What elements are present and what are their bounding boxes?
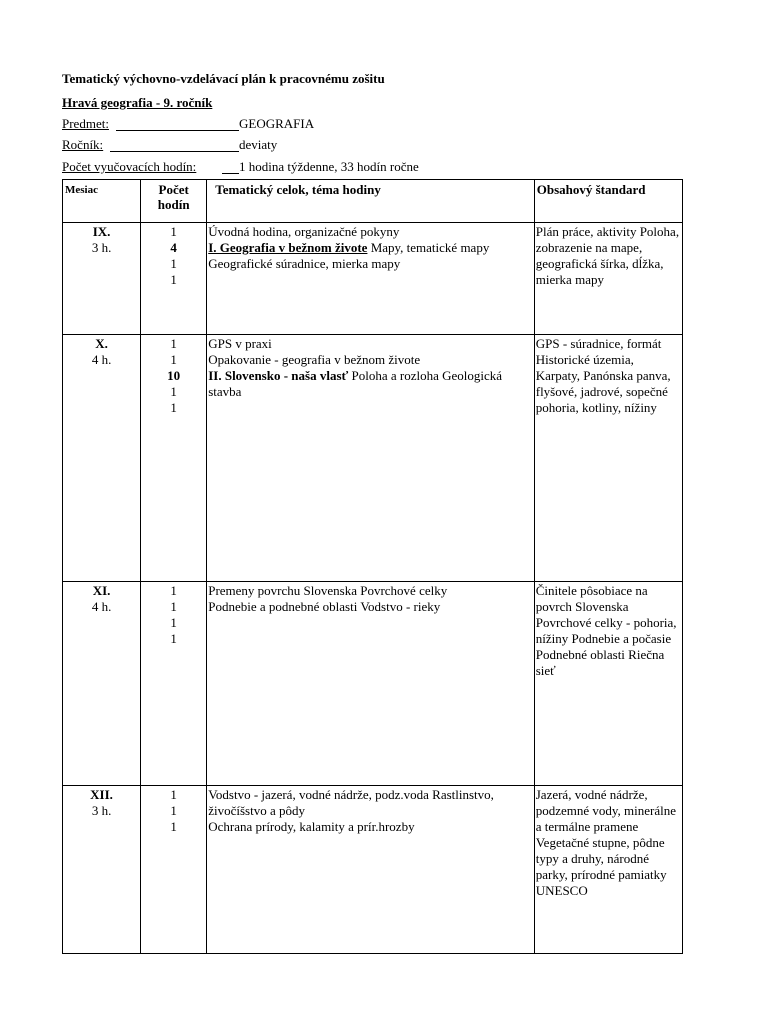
topic-line: Vodstvo - jazerá, vodné nádrže, podz.voda Rastlinstvo, živočíšstvo a pôdy: [208, 787, 494, 818]
topic-line: Úvodná hodina, organizačné pokyny: [208, 224, 400, 239]
topic-line: Opakovanie - geografia v bežnom živote: [208, 352, 421, 367]
header-hour-count: Počet hodín: [141, 180, 207, 223]
meta-label-grade: Ročník:: [62, 137, 104, 152]
meta-row-grade: [62, 137, 362, 155]
table-row: [63, 223, 683, 335]
lesson-count: 1: [170, 272, 177, 287]
meta-underline: [116, 130, 239, 131]
meta-underline: [222, 173, 239, 174]
lesson-count: 1: [170, 400, 177, 415]
lesson-count-cell: [141, 786, 207, 954]
content-standard-cell: Plán práce, aktivity Poloha, zobrazenie na mape, geografická šírka, dĺžka, mierka mapy: [534, 223, 682, 335]
meta-label-subject: Predmet:: [62, 116, 109, 131]
table-row: [63, 582, 683, 786]
lesson-count-cell: [141, 223, 207, 335]
table-header-row: [63, 180, 683, 223]
lesson-count: 4: [170, 240, 177, 255]
topic-line: Podnebie a podnebné oblasti Vodstvo - rieky: [208, 599, 441, 614]
content-standard-cell: GPS - súradnice, formát Historické územia, Karpaty, Panónska panva, flyšové, jadrové, sopečné pohoria, kotliny, nížiny: [534, 335, 682, 582]
lesson-count: 1: [170, 583, 177, 598]
meta-underline: [110, 151, 239, 152]
lesson-count: 1: [170, 336, 177, 351]
topic-unit-heading: I. Geografia v bežnom živote: [208, 240, 368, 255]
lesson-count: 10: [167, 368, 181, 383]
topic-line: [208, 240, 532, 256]
plan-table: [62, 179, 683, 954]
month-name: XII.: [90, 787, 113, 802]
topic-line: Premeny povrchu Slovenska Povrchové celky: [208, 583, 448, 598]
month-name: XI.: [92, 583, 111, 598]
meta-row-subject: [62, 116, 362, 134]
lesson-count: 1: [170, 352, 177, 367]
month-cell: [63, 335, 141, 582]
header-content-standard: Obsahový štandard: [534, 180, 682, 223]
lesson-count: 1: [170, 803, 177, 818]
lesson-count: 1: [170, 615, 177, 630]
topic-line: GPS v praxi: [208, 336, 272, 351]
topic-line: [208, 368, 532, 400]
month-hours: 3 h.: [91, 240, 112, 255]
lesson-count: 1: [170, 599, 177, 614]
topic-cell: [207, 582, 535, 786]
content-standard-cell: Činitele pôsobiace na povrch Slovenska Povrchové celky - pohoria, nížiny Podnebie a počasie Podnebné oblasti Riečna sieť: [534, 582, 682, 786]
meta-value-subject: GEOGRAFIA: [239, 116, 315, 131]
meta-value-grade: deviaty: [239, 137, 278, 152]
month-hours: 4 h.: [91, 352, 112, 367]
table-row: [63, 786, 683, 954]
topic-cell: [207, 786, 535, 954]
lesson-count: 1: [170, 224, 177, 239]
topic-cell: [207, 223, 535, 335]
month-hours: 4 h.: [91, 599, 112, 614]
header-month: Mesiac: [63, 180, 141, 223]
lesson-count: 1: [170, 819, 177, 834]
meta-value-hours: 1 hodina týždenne, 33 hodín ročne: [239, 159, 419, 174]
lesson-count: 1: [170, 631, 177, 646]
month-cell: [63, 223, 141, 335]
month-name: IX.: [92, 224, 111, 239]
topic-cell: [207, 335, 535, 582]
meta-row-hours: [62, 159, 562, 177]
topic-unit-heading: II. Slovensko - naša vlasť: [208, 368, 349, 383]
table-row: [63, 335, 683, 582]
header-topic: Tematický celok, téma hodiny: [207, 180, 535, 223]
lesson-count: 1: [170, 787, 177, 802]
meta-label-hours: Počet vyučovacích hodín:: [62, 159, 197, 174]
month-name: X.: [95, 336, 108, 351]
content-standard-cell: Jazerá, vodné nádrže, podzemné vody, minerálne a termálne pramene Vegetačné stupne, pôdne typy a druhy, národné parky, prírodné pamiatky UNESCO: [534, 786, 682, 954]
lesson-count-cell: [141, 335, 207, 582]
lesson-count-cell: [141, 582, 207, 786]
lesson-count: 1: [170, 384, 177, 399]
month-cell: [63, 582, 141, 786]
topic-line: Ochrana prírody, kalamity a prír.hrozby: [208, 819, 415, 834]
month-hours: 3 h.: [91, 803, 112, 818]
lesson-count: 1: [170, 256, 177, 271]
topic-line: Geografické súradnice, mierka mapy: [208, 256, 401, 271]
topic-line-rest: Mapy, tematické mapy: [367, 240, 490, 255]
document-title: Tematický výchovno-vzdelávací plán k pracovnému zošitu: [62, 71, 385, 86]
document-subtitle: Hravá geografia - 9. ročník: [62, 95, 213, 110]
month-cell: [63, 786, 141, 954]
topic-line-rest: Poloha a rozloha Geologická stavba: [208, 368, 503, 399]
